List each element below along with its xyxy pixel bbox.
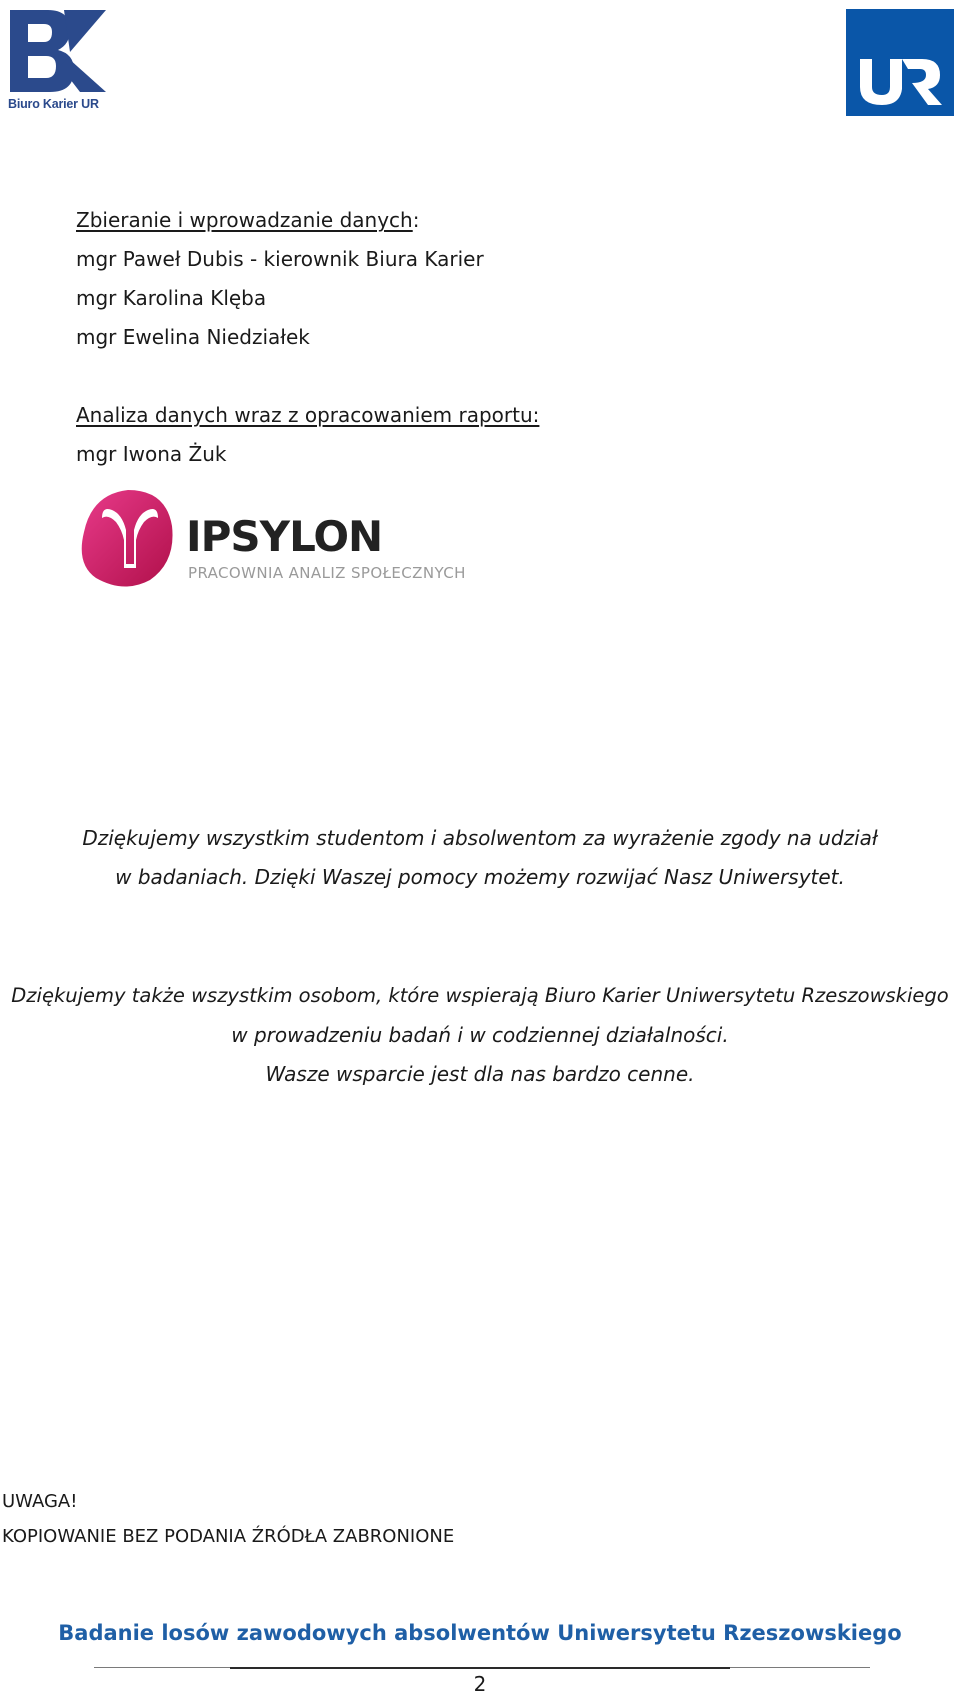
footer-title: Badanie losów zawodowych absolwentów Uniwersytetu Rzeszowskiego <box>58 1621 902 1645</box>
ipsylon-symbol-icon <box>80 486 176 590</box>
data-collection-person: mgr Paweł Dubis - kierownik Biura Karier <box>76 247 484 271</box>
notice-title: UWAGA! <box>2 1491 78 1512</box>
ur-logo-mark-icon <box>846 9 954 116</box>
data-collection-person: mgr Karolina Klęba <box>76 286 267 310</box>
data-collection-heading-text: Zbieranie i wprowadzanie danych <box>76 208 413 232</box>
data-collection-heading-colon: : <box>412 208 420 232</box>
data-collection-heading <box>76 208 419 232</box>
data-collection-person: mgr Ewelina Niedziałek <box>76 325 310 349</box>
ipsylon-logo-name: IPSYLON <box>186 512 383 561</box>
footer-divider-accent <box>230 1667 730 1669</box>
analysis-heading: Analiza danych wraz z opracowaniem raportu: <box>76 403 540 427</box>
thanks-supporters-line: Dziękujemy także wszystkim osobom, które wspierają Biuro Karier Uniwersytetu Rzeszowskiego <box>11 984 949 1007</box>
biuro-karier-logo-caption: Biuro Karier UR <box>8 97 99 111</box>
page-number: 2 <box>473 1672 487 1696</box>
thanks-students-line: w badaniach. Dzięki Waszej pomocy możemy rozwijać Nasz Uniwersytet. <box>115 865 845 889</box>
ur-logo <box>846 9 954 116</box>
thanks-students-line: Dziękujemy wszystkim studentom i absolwentom za wyrażenie zgody na udział <box>82 826 878 850</box>
ipsylon-logo-subtitle: PRACOWNIA ANALIZ SPOŁECZNYCH <box>188 564 466 582</box>
analysis-person: mgr Iwona Żuk <box>76 442 227 466</box>
thanks-supporters-line: Wasze wsparcie jest dla nas bardzo cenne. <box>265 1062 695 1086</box>
notice-text: KOPIOWANIE BEZ PODANIA ŹRÓDŁA ZABRONIONE <box>2 1526 455 1547</box>
ipsylon-logo <box>80 486 540 598</box>
thanks-supporters-line: w prowadzeniu badań i w codziennej działalności. <box>231 1023 729 1047</box>
